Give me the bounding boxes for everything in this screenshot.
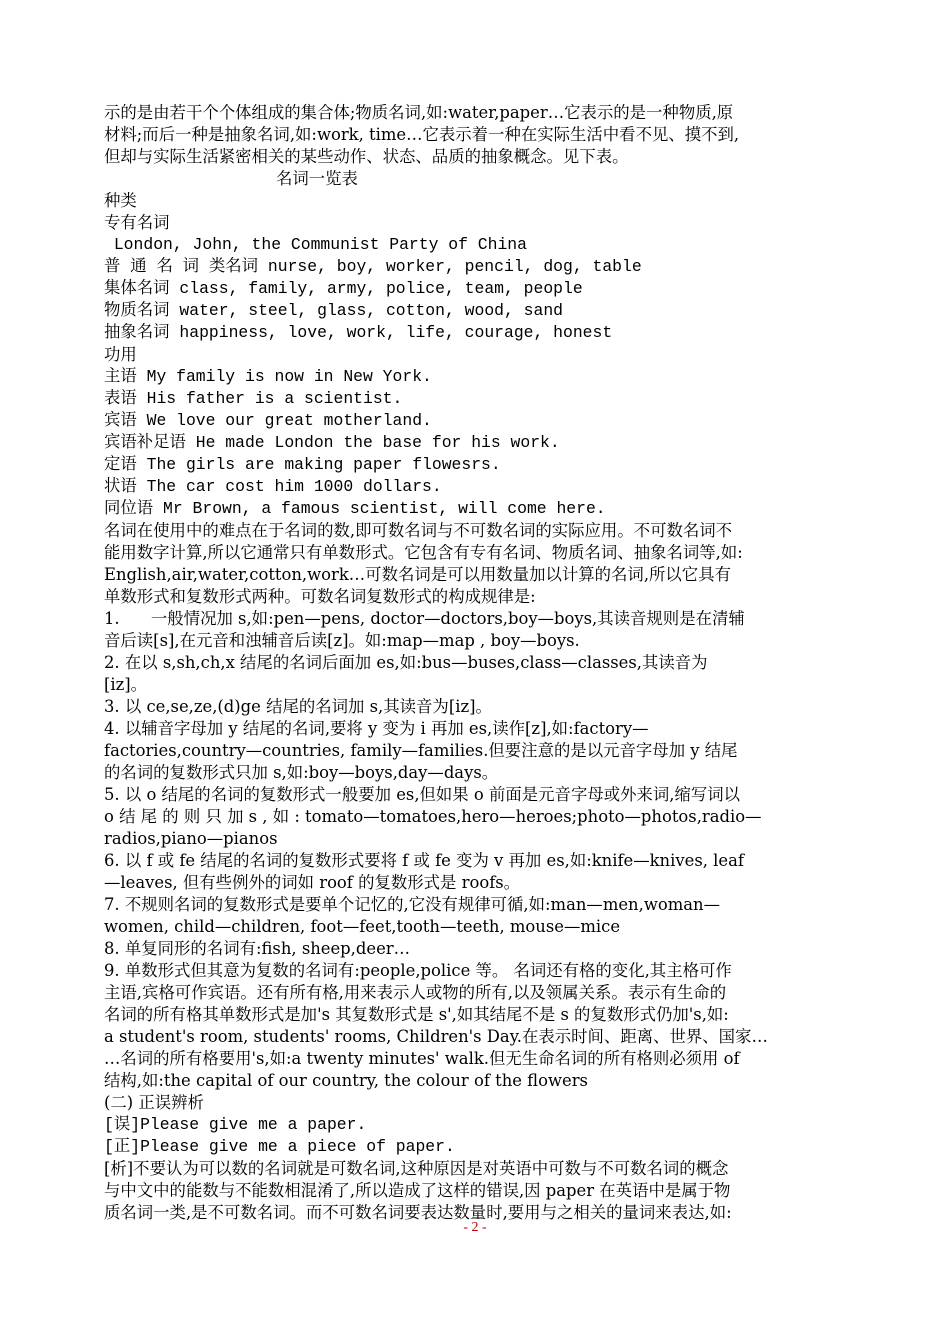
text-line: 7. 不规则名词的复数形式是要单个记忆的,它没有规律可循,如:man—men,woman— [104, 895, 720, 914]
text-line: 集体名词 class, family, army, police, team, people [104, 279, 583, 298]
text-line: 功用 [104, 345, 137, 364]
text-line: 6. 以 f 或 fe 结尾的名词的复数形式要将 f 或 fe 变为 v 再加 es,如:knife—knives, leaf [104, 851, 744, 870]
text-line: 5. 以 o 结尾的名词的复数形式一般要加 es,但如果 o 前面是元音字母或外来词,缩写词以 [104, 785, 741, 804]
document-body [104, 102, 850, 1224]
text-line: 能用数字计算,所以它通常只有单数形式。它包含有专有名词、物质名词、抽象名词等,如: [104, 543, 743, 562]
text-line: —leaves, 但有些例外的词如 roof 的复数形式是 roofs。 [104, 873, 521, 892]
table-title: 名词一览表 [276, 169, 358, 188]
text-line: London, John, the Communist Party of China [104, 235, 527, 254]
text-line: a student's room, students' rooms, Children's Day.在表示时间、距离、世界、国家… [104, 1027, 768, 1046]
text-line: 表语 His father is a scientist. [104, 389, 403, 408]
text-line: 主语,宾格可作宾语。还有所有格,用来表示人或物的所有,以及领属关系。表示有生命的 [104, 983, 727, 1002]
text-line: 示的是由若干个个体组成的集合体;物质名词,如:water,paper…它表示的是一种物质,原 [104, 103, 734, 122]
text-line: 宾语 We love our great motherland. [104, 411, 432, 430]
text-line: 物质名词 water, steel, glass, cotton, wood, sand [104, 301, 564, 320]
text-line: [误]Please give me a paper. [104, 1115, 367, 1134]
text-line: [正]Please give me a piece of paper. [104, 1137, 455, 1156]
text-line: 状语 The car cost him 1000 dollars. [104, 477, 442, 496]
text-line: women, child—children, foot—feet,tooth—teeth, mouse—mice [104, 917, 621, 936]
text-line: 2. 在以 s,sh,ch,x 结尾的名词后面加 es,如:bus—buses,class—classes,其读音为 [104, 653, 708, 672]
text-line: 单数形式和复数形式两种。可数名词复数形式的构成规律是: [104, 587, 536, 606]
text-line: [析]不要认为可以数的名词就是可数名词,这种原因是对英语中可数与不可数名词的概念 [104, 1159, 729, 1178]
text-line: radios,piano—pianos [104, 829, 278, 848]
text-line: 4. 以辅音字母加 y 结尾的名词,要将 y 变为 i 再加 es,读作[z],如:factory— [104, 719, 649, 738]
text-line: 9. 单数形式但其意为复数的名词有:people,police 等。 名词还有格的变化,其主格可作 [104, 961, 732, 980]
text-line: 音后读[s],在元音和浊辅音后读[z]。如:map—map , boy—boys. [104, 631, 580, 650]
text-line: 材料;而后一种是抽象名词,如:work, time…它表示着一种在实际生活中看不见、摸不到, [104, 125, 740, 144]
text-line: 同位语 Mr Brown, a famous scientist, will come here. [104, 499, 606, 518]
text-line: 结构,如:the capital of our country, the colour of the flowers [104, 1071, 588, 1090]
text-line: factories,country—countries, family—families.但要注意的是以元音字母加 y 结尾 [104, 741, 738, 760]
text-line: 但却与实际生活紧密相关的某些动作、状态、品质的抽象概念。见下表。 [104, 147, 629, 166]
text-line: 的名词的复数形式只加 s,如:boy—boys,day—days。 [104, 763, 499, 782]
text-line: 3. 以 ce,se,ze,(d)ge 结尾的名词加 s,其读音为[iz]。 [104, 697, 492, 716]
text-line: 名词在使用中的难点在于名词的数,即可数名词与不可数名词的实际应用。不可数名词不 [104, 521, 733, 540]
text-line: 名词的所有格其单数形式是加's 其复数形式是 s',如其结尾不是 s 的复数形式仍加's,如: [104, 1005, 729, 1024]
text-line: 普 通 名 词 类名词 nurse, boy, worker, pencil, dog, table [104, 257, 642, 276]
text-line: English,air,water,cotton,work…可数名词是可以用数量加以计算的名词,所以它具有 [104, 565, 731, 584]
text-line: 专有名词 [104, 213, 170, 232]
text-line: 主语 My family is now in New York. [104, 367, 432, 386]
text-line: 质名词一类,是不可数名词。而不可数名词要表达数量时,要用与之相关的量词来表达,如: [104, 1203, 732, 1222]
text-line: 1. 一般情况加 s,如:pen—pens, doctor—doctors,boy—boys,其读音规则是在清辅 [104, 609, 745, 628]
text-line: [iz]。 [104, 675, 148, 694]
text-line: 8. 单复同形的名词有:fish, sheep,deer… [104, 939, 411, 958]
text-line: o 结 尾 的 则 只 加 s , 如 : tomato—tomatoes,hero—heroes;photo—photos,radio— [104, 807, 762, 826]
page-number: - 2 - [463, 1220, 487, 1235]
text-line: 宾语补足语 He made London the base for his work. [104, 433, 560, 452]
text-line: …名词的所有格要用's,如:a twenty minutes' walk.但无生命名词的所有格则必须用 of [104, 1049, 740, 1068]
section-heading: (二) 正误辨析 [104, 1093, 204, 1112]
text-line: 定语 The girls are making paper flowesrs. [104, 455, 501, 474]
text-line: 与中文中的能数与不能数相混淆了,所以造成了这样的错误,因 paper 在英语中是属于物 [104, 1181, 731, 1200]
text-line: 种类 [104, 191, 137, 210]
text-line: 抽象名词 happiness, love, work, life, courage, honest [104, 323, 613, 342]
